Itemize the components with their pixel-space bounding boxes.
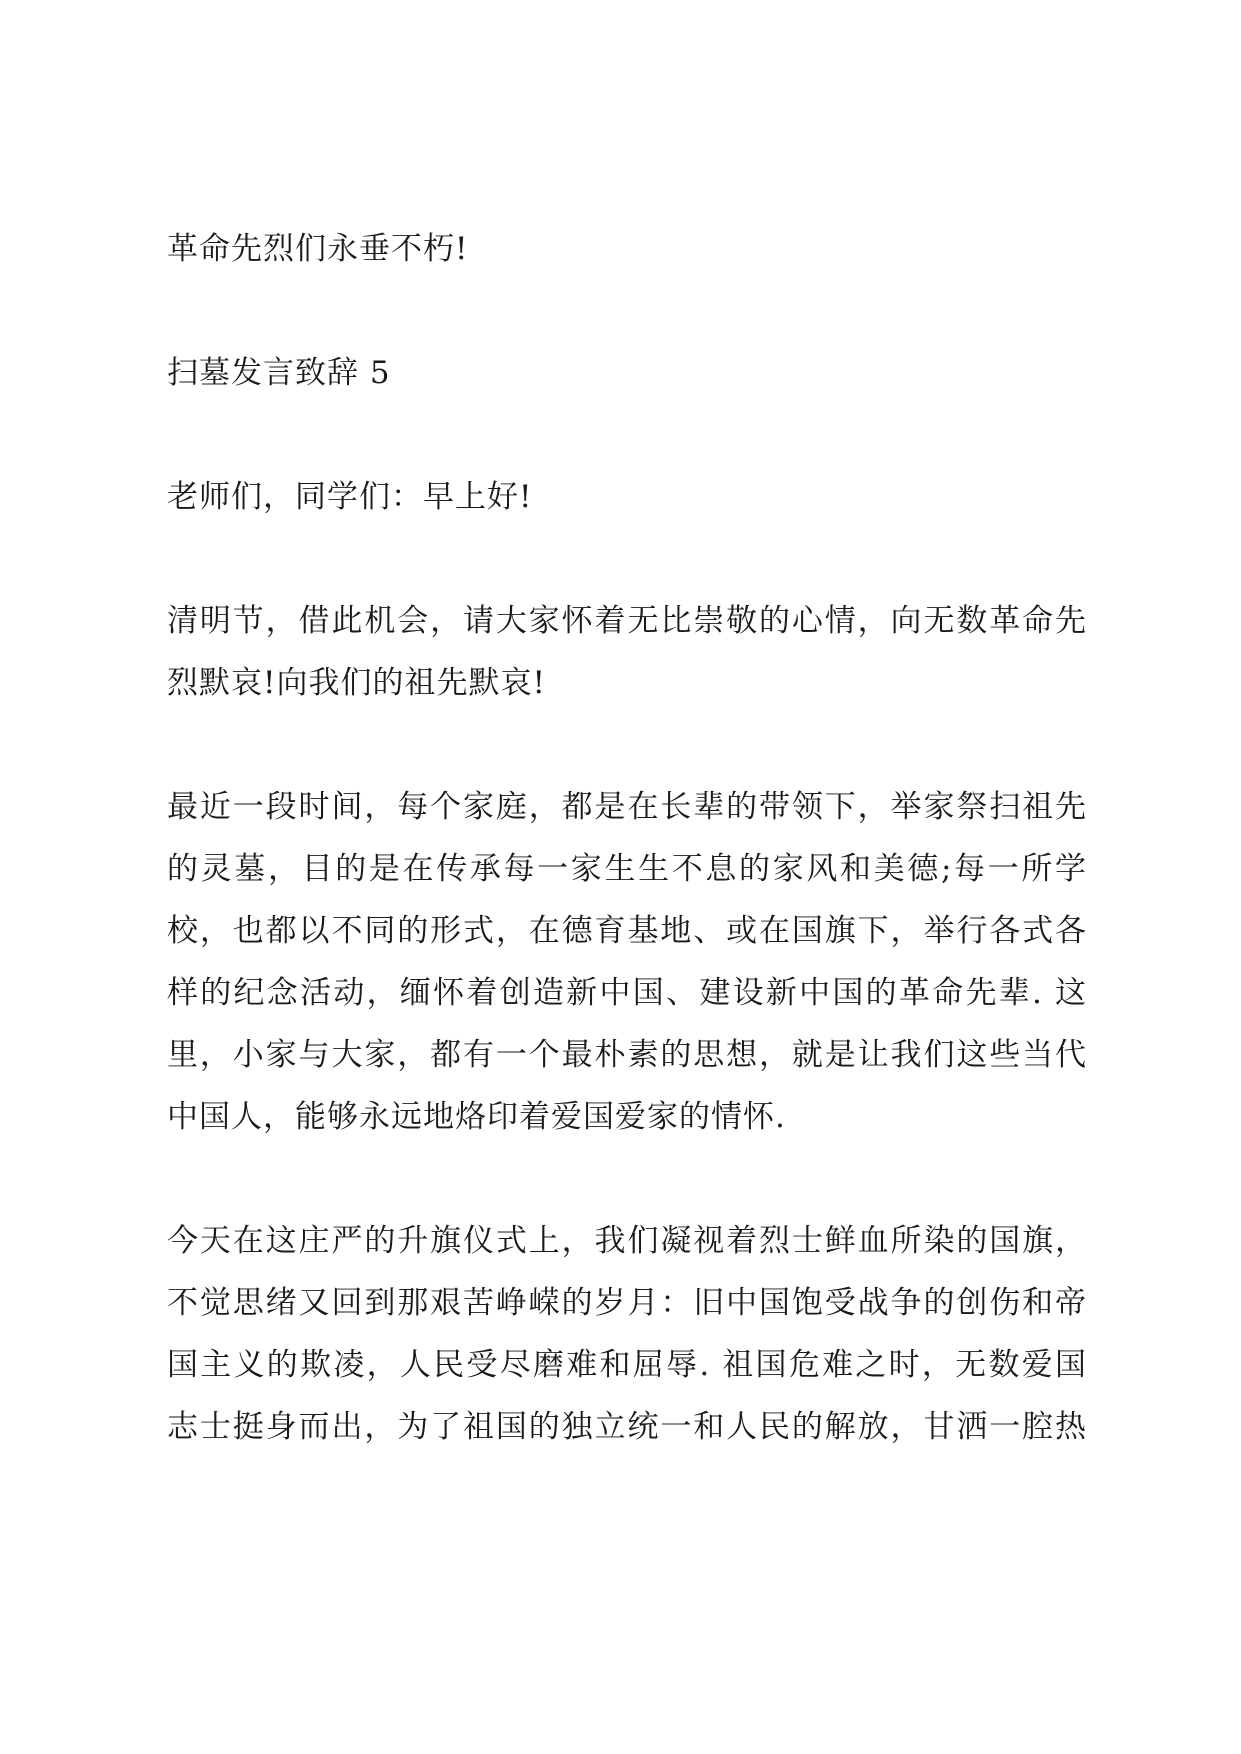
paragraph-3-line-4: 志士挺身而出，为了祖国的独立统一和人民的解放，甘洒一腔热 <box>167 1409 1087 1445</box>
paragraph-2-line-5: 里，小家与大家，都有一个最朴素的思想，就是让我们这些当代 <box>167 1037 1087 1073</box>
greeting-line: 老师们，同学们：早上好! <box>167 479 533 515</box>
paragraph-2-line-4: 样的纪念活动，缅怀着创造新中国、建设新中国的革命先辈. 这 <box>167 975 1087 1011</box>
paragraph-3-line-2: 不觉思绪又回到那艰苦峥嵘的岁月：旧中国饱受战争的创伤和帝 <box>167 1285 1087 1321</box>
paragraph-1-line-2: 烈默哀!向我们的祖先默哀! <box>167 665 546 701</box>
section-heading: 扫墓发言致辞 5 <box>167 355 391 391</box>
paragraph-3-line-3: 国主义的欺凌，人民受尽磨难和屈辱. 祖国危难之时，无数爱国 <box>167 1347 1087 1383</box>
closing-line: 革命先烈们永垂不朽! <box>167 231 469 267</box>
paragraph-2-line-3: 校，也都以不同的形式，在德育基地、或在国旗下，举行各式各 <box>167 913 1087 949</box>
paragraph-3-line-1: 今天在这庄严的升旗仪式上，我们凝视着烈士鲜血所染的国旗， <box>167 1223 1087 1259</box>
paragraph-2-line-2: 的灵墓，目的是在传承每一家生生不息的家风和美德;每一所学 <box>167 851 1087 887</box>
paragraph-2-line-6: 中国人，能够永远地烙印着爱国爱家的情怀. <box>167 1099 786 1135</box>
paragraph-1-line-1: 清明节，借此机会，请大家怀着无比崇敬的心情，向无数革命先 <box>167 603 1087 639</box>
paragraph-2-line-1: 最近一段时间，每个家庭，都是在长辈的带领下，举家祭扫祖先 <box>167 789 1087 825</box>
